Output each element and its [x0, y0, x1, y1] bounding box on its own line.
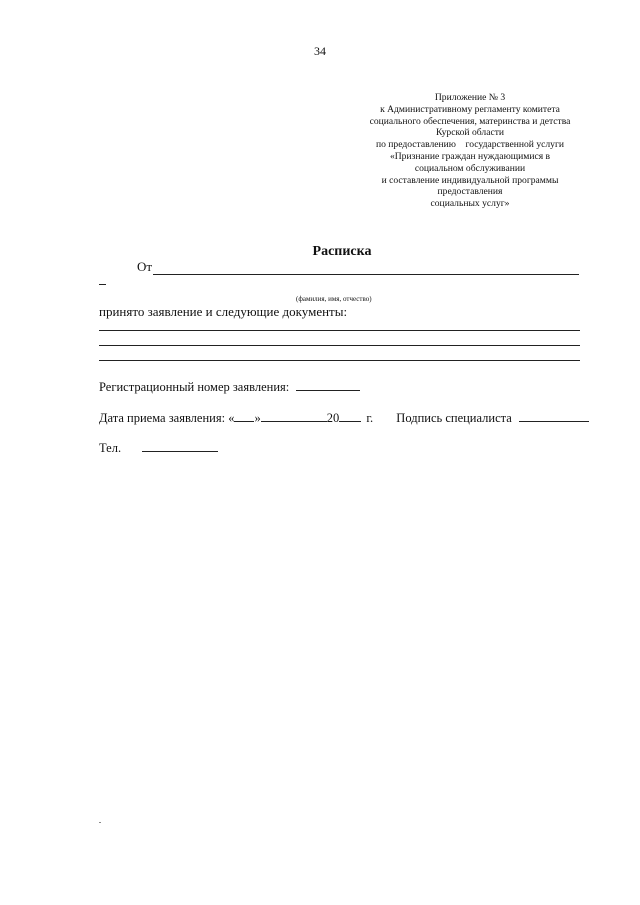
accepted-documents-label: принято заявление и следующие документы:: [99, 304, 348, 319]
appendix-line: предоставления: [437, 186, 503, 198]
date-year-prefix: 20: [326, 411, 340, 425]
appendix-line: социальных услуг»: [430, 198, 510, 210]
page-number: 34: [314, 44, 326, 58]
appendix-header: [330, 92, 610, 210]
dash-mark: [99, 284, 106, 285]
date-month-field[interactable]: [261, 409, 327, 422]
document-line-3[interactable]: [99, 360, 580, 361]
registration-row: [99, 378, 360, 395]
appendix-line: «Признание граждан нуждающимися в: [389, 150, 551, 162]
phone-field[interactable]: [142, 439, 218, 452]
appendix-line: социальном обслуживании: [414, 162, 526, 174]
phone-row: [99, 439, 218, 456]
appendix-line: и составление индивидуальной программы: [381, 174, 559, 186]
from-name-field[interactable]: [153, 260, 579, 275]
date-year-suffix: г.: [366, 411, 374, 425]
signature-field[interactable]: [519, 409, 589, 422]
document-line-1[interactable]: [99, 330, 580, 331]
from-label: От: [137, 259, 153, 274]
registration-number-field[interactable]: [296, 378, 360, 391]
scan-dot: [99, 822, 101, 823]
date-day-field[interactable]: [234, 409, 254, 422]
appendix-line: по предоставлению государственной услуги: [375, 139, 565, 151]
date-label: Дата приема заявления: «: [99, 411, 235, 425]
appendix-line: к Административному регламенту комитета: [380, 103, 560, 115]
document-line-2[interactable]: [99, 345, 580, 346]
signature-label: Подпись специалиста: [396, 411, 512, 425]
date-quote-close: »: [254, 411, 261, 425]
appendix-line: Приложение № 3: [434, 92, 506, 103]
receipt-title: Расписка: [312, 244, 372, 259]
fio-caption: (фамилия, имя, отчество): [296, 295, 372, 303]
from-row: [137, 259, 579, 275]
registration-label: Регистрационный номер заявления:: [99, 380, 290, 394]
phone-label: Тел.: [99, 441, 122, 455]
date-year-field[interactable]: [339, 409, 361, 422]
appendix-line: Курской области: [435, 127, 505, 139]
appendix-line: социального обеспечения, материнства и детства: [369, 115, 571, 127]
date-signature-row: [99, 409, 589, 426]
